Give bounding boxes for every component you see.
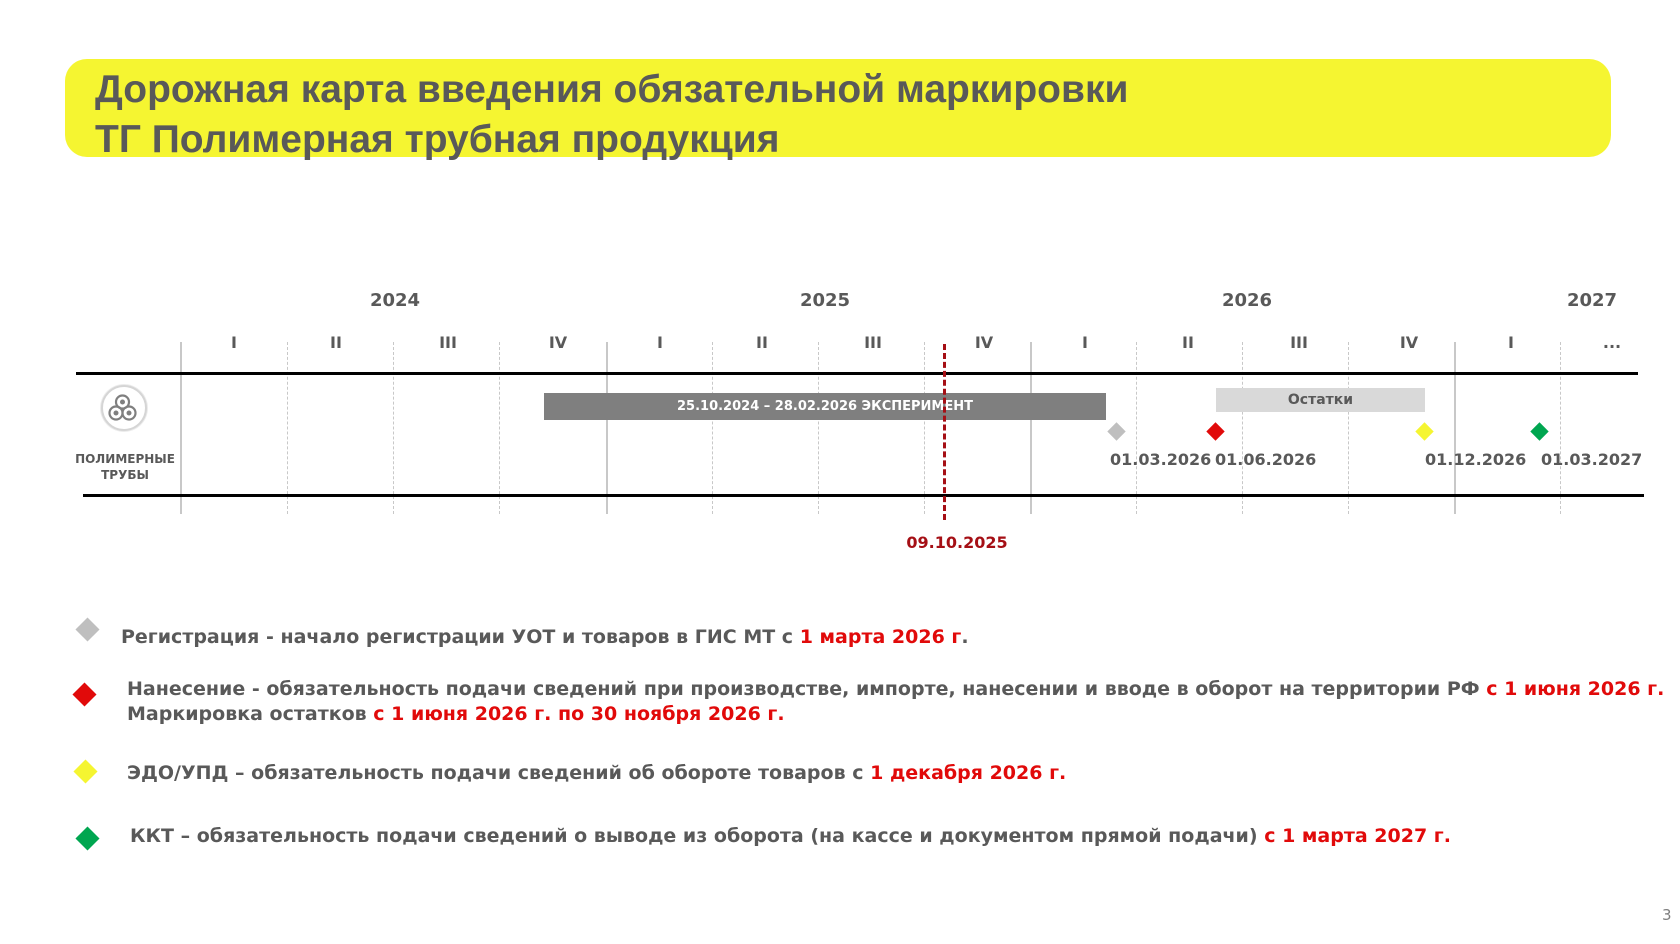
legend-kkt-diamond-icon (75, 826, 99, 850)
year-label-2026: 2026 (1221, 290, 1273, 311)
quarter-label: IV (548, 333, 568, 352)
milestone-date-kkt: 01.03.2027 (1541, 450, 1643, 469)
legend-kkt-text: ККТ – обязательность подачи сведений о выводе из оборота (на кассе и документом прямой подачи) с 1 марта 2027 г. (130, 825, 1451, 847)
remains-bar: Остатки (1216, 388, 1425, 412)
category-label (60, 451, 190, 483)
page-number: 3 (1662, 906, 1672, 924)
quarter-label: III (439, 333, 457, 352)
quarter-divider (1560, 342, 1561, 514)
quarter-divider (499, 342, 500, 514)
quarter-label: II (756, 333, 768, 352)
experiment-bar: 25.10.2024 – 28.02.2026 ЭКСПЕРИМЕНТ (544, 393, 1106, 420)
milestone-date-registration: 01.03.2026 (1110, 450, 1212, 469)
quarter-label: ... (1602, 333, 1622, 352)
year-label-2027: 2027 (1566, 290, 1618, 311)
today-marker-line (943, 344, 946, 520)
quarter-label: IV (974, 333, 994, 352)
legend-application-diamond-icon (72, 682, 96, 706)
quarter-label: I (1082, 333, 1088, 352)
year-label-2024: 2024 (369, 290, 421, 311)
legend-edo-text: ЭДО/УПД – обязательность подачи сведений об обороте товаров с 1 декабря 2026 г. (127, 762, 1067, 784)
milestone-date-application: 01.06.2026 (1215, 450, 1317, 469)
legend-registration-diamond-icon (75, 617, 99, 641)
quarter-divider (924, 342, 925, 514)
legend-application-text: Нанесение - обязательность подачи сведений при производстве, импорте, нанесении и вводе в оборот на территории РФ с 1 июня 2026 г. (127, 678, 1665, 700)
legend-remains-text: Маркировка остатков с 1 июня 2026 г. по 30 ноября 2026 г. (127, 703, 785, 725)
year-divider (606, 342, 608, 514)
timeline-bottom-line (83, 494, 1644, 497)
legend-registration-text: Регистрация - начало регистрации УОТ и товаров в ГИС МТ с 1 марта 2026 г. (121, 626, 969, 648)
quarter-divider (712, 342, 713, 514)
quarter-divider (287, 342, 288, 514)
category-label-line-2: ТРУБЫ (101, 468, 149, 482)
quarter-label: I (231, 333, 237, 352)
quarter-divider (393, 342, 394, 514)
title-line-1: Дорожная карта введения обязательной маркировки (95, 68, 1129, 111)
year-divider (1454, 342, 1456, 514)
milestone-kkt-diamond-icon (1530, 422, 1548, 440)
category-label-line-1: ПОЛИМЕРНЫЕ (75, 452, 175, 466)
milestone-edo-diamond-icon (1415, 422, 1433, 440)
title-line-2: ТГ Полимерная трубная продукция (95, 118, 780, 161)
quarter-label: II (1182, 333, 1194, 352)
year-label-2025: 2025 (799, 290, 851, 311)
today-marker-label: 09.10.2025 (906, 533, 1008, 552)
year-divider (1030, 342, 1032, 514)
timeline-top-line (76, 372, 1638, 375)
quarter-label: IV (1399, 333, 1419, 352)
quarter-divider (818, 342, 819, 514)
quarter-divider (1136, 342, 1137, 514)
milestone-registration-diamond-icon (1107, 422, 1125, 440)
quarter-divider (1348, 342, 1349, 514)
legend-edo-diamond-icon (73, 759, 97, 783)
title-banner (65, 59, 1611, 161)
year-divider (180, 342, 182, 514)
milestone-application-diamond-icon (1206, 422, 1224, 440)
quarter-label: III (864, 333, 882, 352)
quarter-divider (1242, 342, 1243, 514)
quarter-label: II (330, 333, 342, 352)
pipes-icon (100, 384, 148, 432)
quarter-label: I (657, 333, 663, 352)
milestone-date-edo: 01.12.2026 (1425, 450, 1527, 469)
quarter-label: I (1508, 333, 1514, 352)
page-title (95, 65, 1128, 165)
quarter-label: III (1290, 333, 1308, 352)
